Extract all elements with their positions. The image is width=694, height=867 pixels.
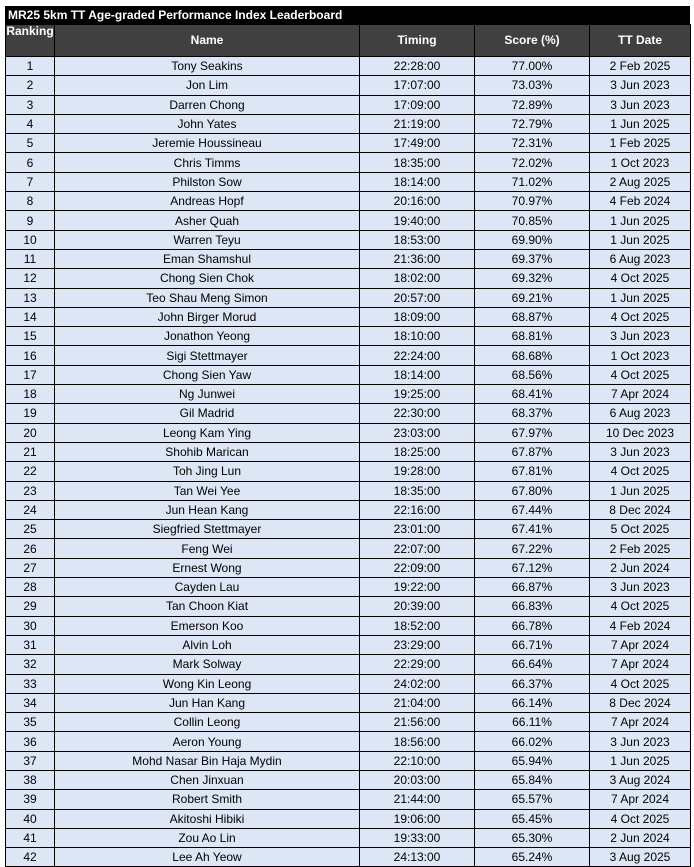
rank-cell: 4 [6,114,55,133]
score-cell: 66.37% [475,674,590,693]
score-cell: 67.81% [475,462,590,481]
table-row [6,790,691,809]
timing-cell: 18:53:00 [360,230,475,249]
table-row [6,76,691,95]
rank-cell: 41 [6,828,55,847]
rank-cell: 11 [6,249,55,268]
timing-cell: 22:07:00 [360,539,475,558]
timing-cell: 18:14:00 [360,172,475,191]
timing-cell: 18:35:00 [360,153,475,172]
score-cell: 67.41% [475,520,590,539]
rank-cell: 31 [6,635,55,654]
timing-cell: 22:10:00 [360,751,475,770]
rank-cell: 35 [6,713,55,732]
table-row [6,462,691,481]
rank-cell: 15 [6,327,55,346]
date-cell: 3 Jun 2023 [590,578,691,597]
name-cell: Emerson Koo [55,616,360,635]
name-cell: Chong Sien Yaw [55,365,360,384]
table-row [6,481,691,500]
score-cell: 69.32% [475,269,590,288]
score-cell: 72.31% [475,134,590,153]
timing-cell: 21:44:00 [360,790,475,809]
date-cell: 3 Jun 2023 [590,442,691,461]
name-cell: Mohd Nasar Bin Haja Mydin [55,751,360,770]
table-row [6,365,691,384]
score-cell: 65.94% [475,751,590,770]
date-cell: 7 Apr 2024 [590,385,691,404]
header-tt-date: TT Date [590,25,691,57]
date-cell: 1 Oct 2023 [590,153,691,172]
date-cell: 2 Feb 2025 [590,57,691,76]
rank-cell: 40 [6,809,55,828]
header-row [6,25,691,57]
rank-cell: 8 [6,192,55,211]
rank-cell: 18 [6,385,55,404]
score-cell: 68.68% [475,346,590,365]
score-cell: 67.80% [475,481,590,500]
table-row [6,616,691,635]
name-cell: Leong Kam Ying [55,423,360,442]
score-cell: 66.14% [475,693,590,712]
rank-cell: 42 [6,848,55,867]
score-cell: 66.78% [475,616,590,635]
date-cell: 4 Oct 2025 [590,597,691,616]
timing-cell: 22:16:00 [360,500,475,519]
timing-cell: 18:02:00 [360,269,475,288]
table-row [6,288,691,307]
score-cell: 67.87% [475,442,590,461]
date-cell: 1 Jun 2025 [590,288,691,307]
name-cell: Warren Teyu [55,230,360,249]
score-cell: 68.81% [475,327,590,346]
timing-cell: 18:09:00 [360,307,475,326]
table-row [6,385,691,404]
rank-cell: 12 [6,269,55,288]
rank-cell: 25 [6,520,55,539]
name-cell: Zou Ao Lin [55,828,360,847]
table-row [6,153,691,172]
timing-cell: 17:09:00 [360,95,475,114]
score-cell: 72.79% [475,114,590,133]
timing-cell: 21:19:00 [360,114,475,133]
date-cell: 3 Aug 2024 [590,770,691,789]
timing-cell: 19:40:00 [360,211,475,230]
name-cell: Eman Shamshul [55,249,360,268]
table-row [6,635,691,654]
name-cell: Jun Hean Kang [55,500,360,519]
rank-cell: 36 [6,732,55,751]
timing-cell: 21:36:00 [360,249,475,268]
date-cell: 7 Apr 2024 [590,655,691,674]
date-cell: 5 Oct 2025 [590,520,691,539]
date-cell: 3 Jun 2023 [590,327,691,346]
score-cell: 67.44% [475,500,590,519]
score-cell: 65.84% [475,770,590,789]
date-cell: 7 Apr 2024 [590,790,691,809]
score-cell: 66.83% [475,597,590,616]
timing-cell: 19:22:00 [360,578,475,597]
timing-cell: 21:56:00 [360,713,475,732]
score-cell: 77.00% [475,57,590,76]
header-ranking: Ranking [6,25,55,57]
name-cell: Alvin Loh [55,635,360,654]
score-cell: 71.02% [475,172,590,191]
name-cell: Mark Solway [55,655,360,674]
date-cell: 1 Oct 2023 [590,346,691,365]
date-cell: 3 Aug 2025 [590,848,691,867]
table-row [6,674,691,693]
sheet-title: MR25 5km TT Age-graded Performance Index Leaderboard [5,6,690,24]
timing-cell: 20:39:00 [360,597,475,616]
name-cell: Sigi Stettmayer [55,346,360,365]
table-row [6,211,691,230]
date-cell: 1 Jun 2025 [590,751,691,770]
name-cell: Jeremie Houssineau [55,134,360,153]
timing-cell: 22:30:00 [360,404,475,423]
date-cell: 4 Feb 2024 [590,616,691,635]
leaderboard-table [5,24,691,867]
table-row [6,57,691,76]
table-row [6,134,691,153]
rank-cell: 27 [6,558,55,577]
score-cell: 66.11% [475,713,590,732]
rank-cell: 37 [6,751,55,770]
name-cell: Chris Timms [55,153,360,172]
rank-cell: 30 [6,616,55,635]
timing-cell: 20:16:00 [360,192,475,211]
date-cell: 2 Aug 2025 [590,172,691,191]
timing-cell: 19:33:00 [360,828,475,847]
date-cell: 4 Feb 2024 [590,192,691,211]
date-cell: 3 Jun 2023 [590,732,691,751]
name-cell: Tony Seakins [55,57,360,76]
table-row [6,404,691,423]
score-cell: 68.37% [475,404,590,423]
name-cell: Wong Kin Leong [55,674,360,693]
name-cell: Aeron Young [55,732,360,751]
date-cell: 1 Jun 2025 [590,211,691,230]
name-cell: Chong Sien Chok [55,269,360,288]
rank-cell: 17 [6,365,55,384]
rank-cell: 29 [6,597,55,616]
table-row [6,346,691,365]
table-row [6,192,691,211]
date-cell: 6 Aug 2023 [590,249,691,268]
name-cell: John Yates [55,114,360,133]
table-row [6,693,691,712]
timing-cell: 18:25:00 [360,442,475,461]
table-row [6,442,691,461]
rank-cell: 34 [6,693,55,712]
score-cell: 70.97% [475,192,590,211]
table-row [6,809,691,828]
score-cell: 66.64% [475,655,590,674]
score-cell: 67.22% [475,539,590,558]
name-cell: Andreas Hopf [55,192,360,211]
table-row [6,558,691,577]
name-cell: Teo Shau Meng Simon [55,288,360,307]
name-cell: Chen Jinxuan [55,770,360,789]
date-cell: 8 Dec 2024 [590,693,691,712]
timing-cell: 20:57:00 [360,288,475,307]
name-cell: Tan Wei Yee [55,481,360,500]
name-cell: Robert Smith [55,790,360,809]
score-cell: 72.89% [475,95,590,114]
table-row [6,828,691,847]
name-cell: Philston Sow [55,172,360,191]
timing-cell: 22:29:00 [360,655,475,674]
timing-cell: 18:10:00 [360,327,475,346]
name-cell: Jun Han Kang [55,693,360,712]
score-cell: 67.12% [475,558,590,577]
rank-cell: 9 [6,211,55,230]
score-cell: 68.87% [475,307,590,326]
rank-cell: 33 [6,674,55,693]
table-row [6,307,691,326]
date-cell: 6 Aug 2023 [590,404,691,423]
table-row [6,655,691,674]
name-cell: Toh Jing Lun [55,462,360,481]
date-cell: 7 Apr 2024 [590,713,691,732]
score-cell: 69.21% [475,288,590,307]
timing-cell: 18:52:00 [360,616,475,635]
leaderboard-sheet [5,6,690,867]
score-cell: 65.57% [475,790,590,809]
score-cell: 67.97% [475,423,590,442]
table-row [6,848,691,867]
score-cell: 73.03% [475,76,590,95]
timing-cell: 19:06:00 [360,809,475,828]
table-row [6,269,691,288]
timing-cell: 22:09:00 [360,558,475,577]
name-cell: Akitoshi Hibiki [55,809,360,828]
score-cell: 66.71% [475,635,590,654]
name-cell: Darren Chong [55,95,360,114]
name-cell: Gil Madrid [55,404,360,423]
timing-cell: 19:25:00 [360,385,475,404]
name-cell: Jon Lim [55,76,360,95]
name-cell: Asher Quah [55,211,360,230]
table-row [6,539,691,558]
date-cell: 4 Oct 2025 [590,809,691,828]
rank-cell: 6 [6,153,55,172]
rank-cell: 13 [6,288,55,307]
date-cell: 7 Apr 2024 [590,635,691,654]
rank-cell: 22 [6,462,55,481]
date-cell: 4 Oct 2025 [590,269,691,288]
table-row [6,230,691,249]
date-cell: 8 Dec 2024 [590,500,691,519]
name-cell: Siegfried Stettmayer [55,520,360,539]
name-cell: Shohib Marican [55,442,360,461]
name-cell: Ernest Wong [55,558,360,577]
name-cell: Ng Junwei [55,385,360,404]
rank-cell: 2 [6,76,55,95]
timing-cell: 17:07:00 [360,76,475,95]
score-cell: 70.85% [475,211,590,230]
name-cell: Tan Choon Kiat [55,597,360,616]
name-cell: Collin Leong [55,713,360,732]
timing-cell: 17:49:00 [360,134,475,153]
timing-cell: 22:24:00 [360,346,475,365]
name-cell: Lee Ah Yeow [55,848,360,867]
timing-cell: 24:13:00 [360,848,475,867]
rank-cell: 14 [6,307,55,326]
rank-cell: 39 [6,790,55,809]
table-row [6,114,691,133]
date-cell: 1 Jun 2025 [590,114,691,133]
rank-cell: 28 [6,578,55,597]
score-cell: 72.02% [475,153,590,172]
date-cell: 4 Oct 2025 [590,462,691,481]
header-timing: Timing [360,25,475,57]
timing-cell: 20:03:00 [360,770,475,789]
score-cell: 65.24% [475,848,590,867]
table-row [6,520,691,539]
table-row [6,597,691,616]
rank-cell: 19 [6,404,55,423]
table-row [6,578,691,597]
score-cell: 69.90% [475,230,590,249]
score-cell: 66.87% [475,578,590,597]
rank-cell: 5 [6,134,55,153]
date-cell: 4 Oct 2025 [590,365,691,384]
table-row [6,500,691,519]
name-cell: Cayden Lau [55,578,360,597]
date-cell: 1 Jun 2025 [590,230,691,249]
timing-cell: 23:03:00 [360,423,475,442]
rank-cell: 20 [6,423,55,442]
timing-cell: 23:01:00 [360,520,475,539]
name-cell: Feng Wei [55,539,360,558]
rank-cell: 21 [6,442,55,461]
date-cell: 2 Jun 2024 [590,828,691,847]
date-cell: 2 Feb 2025 [590,539,691,558]
table-row [6,732,691,751]
date-cell: 4 Oct 2025 [590,674,691,693]
timing-cell: 18:14:00 [360,365,475,384]
rank-cell: 38 [6,770,55,789]
date-cell: 2 Jun 2024 [590,558,691,577]
rank-cell: 7 [6,172,55,191]
score-cell: 68.41% [475,385,590,404]
rank-cell: 10 [6,230,55,249]
table-row [6,327,691,346]
timing-cell: 24:02:00 [360,674,475,693]
rank-cell: 24 [6,500,55,519]
rank-cell: 32 [6,655,55,674]
timing-cell: 23:29:00 [360,635,475,654]
score-cell: 65.30% [475,828,590,847]
rank-cell: 1 [6,57,55,76]
timing-cell: 18:56:00 [360,732,475,751]
date-cell: 3 Jun 2023 [590,76,691,95]
name-cell: John Birger Morud [55,307,360,326]
rank-cell: 23 [6,481,55,500]
rank-cell: 16 [6,346,55,365]
table-row [6,249,691,268]
table-row [6,423,691,442]
header-score: Score (%) [475,25,590,57]
timing-cell: 19:28:00 [360,462,475,481]
date-cell: 3 Jun 2023 [590,95,691,114]
date-cell: 1 Jun 2025 [590,481,691,500]
table-row [6,172,691,191]
table-row [6,770,691,789]
leaderboard-body [6,57,691,867]
timing-cell: 21:04:00 [360,693,475,712]
date-cell: 1 Feb 2025 [590,134,691,153]
rank-cell: 26 [6,539,55,558]
score-cell: 69.37% [475,249,590,268]
header-name: Name [55,25,360,57]
timing-cell: 22:28:00 [360,57,475,76]
score-cell: 65.45% [475,809,590,828]
timing-cell: 18:35:00 [360,481,475,500]
table-row [6,751,691,770]
table-row [6,95,691,114]
table-row [6,713,691,732]
score-cell: 68.56% [475,365,590,384]
name-cell: Jonathon Yeong [55,327,360,346]
score-cell: 66.02% [475,732,590,751]
date-cell: 10 Dec 2023 [590,423,691,442]
rank-cell: 3 [6,95,55,114]
date-cell: 4 Oct 2025 [590,307,691,326]
